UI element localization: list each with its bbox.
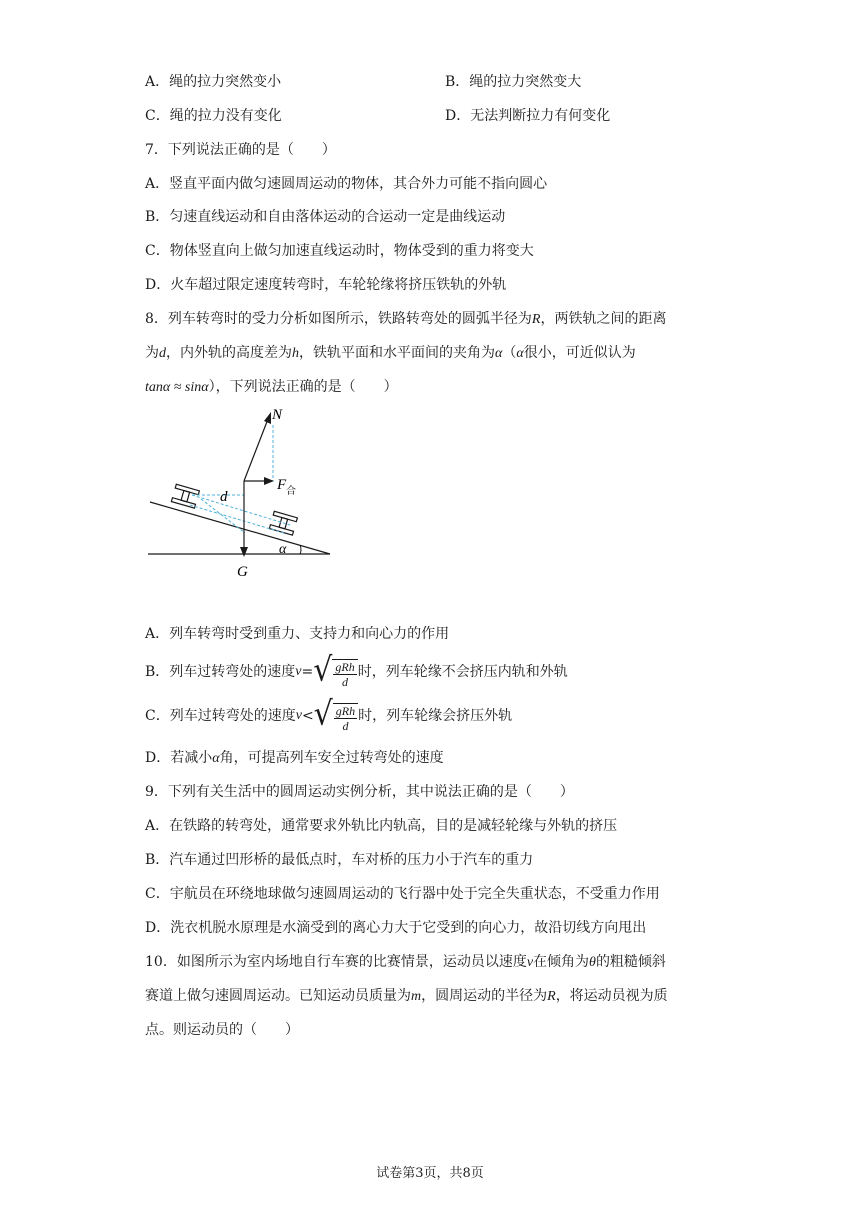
- q6-option-a: A．绳的拉力突然变小: [145, 74, 282, 90]
- normal-arrow: [244, 419, 268, 481]
- q8-stem-line2: 为d，内外轨的高度差为h，铁轨平面和水平面间的夹角为α（α很小，可近似认为: [145, 345, 636, 361]
- q6-option-d: D．无法判断拉力有何变化: [445, 108, 611, 124]
- q8-force-diagram: [140, 405, 340, 585]
- q8-stem-line1: 8．列车转弯时的受力分析如图所示，铁路转弯处的圆弧半径为R，两铁轨之间的距离: [145, 311, 667, 327]
- q10-stem-line3: 点。则运动员的（ ）: [145, 1022, 299, 1038]
- label-F-sub: 合: [286, 486, 296, 497]
- label-N: N: [272, 407, 283, 423]
- q9-option-c: C．宇航员在环绕地球做匀速圆周运动的飞行器中处于完全失重状态，不受重力作用: [145, 886, 660, 902]
- dashed-helpers: [190, 425, 290, 533]
- q8-option-a: A．列车转弯时受到重力、支持力和向心力的作用: [145, 626, 450, 642]
- q8-option-b: B．列车过转弯处的速度 v = √ $\frac{\text{gRh}}{d}$ 时，列车轮缘不会挤压内轨和外轨: [145, 650, 568, 690]
- normal-arrowhead: [264, 412, 271, 424]
- page-footer: 试卷第3页，共8页: [376, 1166, 484, 1181]
- q8-option-d: D．若减小α角，可提高列车安全过转弯处的速度: [145, 750, 444, 766]
- q9-option-b: B．汽车通过凹形桥的最低点时，车对桥的压力小于汽车的重力: [145, 852, 534, 868]
- sqrt-expression-c: √ $\frac{\text{gRh}}{d}$: [314, 700, 358, 733]
- label-F: F: [277, 477, 287, 493]
- gravity-arrowhead: [240, 547, 248, 557]
- sqrt-expression-b: √ $\frac{\text{gRh}}{d}$: [313, 656, 357, 689]
- alpha-arc: [300, 545, 301, 554]
- rail-left: [171, 484, 199, 508]
- q7-stem: 7．下列说法正确的是（ ）: [145, 142, 336, 158]
- net-force-arrowhead: [264, 477, 274, 485]
- q7-option-d: D．火车超过限定速度转弯时，车轮轮缘将挤压铁轨的外轨: [145, 277, 507, 293]
- label-d: d: [220, 489, 228, 505]
- q8-option-c: C．列车过转弯处的速度 v < √ $\frac{\text{gRh}}{d}$ 时，列车轮缘会挤压外轨: [145, 694, 513, 734]
- q9-option-a: A．在铁路的转弯处，通常要求外轨比内轨高，目的是减轻轮缘与外轨的挤压: [145, 818, 618, 834]
- q7-option-b: B．匀速直线运动和自由落体运动的合运动一定是曲线运动: [145, 209, 506, 225]
- q6-option-b: B．绳的拉力突然变大: [445, 74, 582, 90]
- q8-stem-line3: tanα ≈ sinα），下列说法正确的是（ ）: [145, 379, 398, 395]
- q6-option-c: C．绳的拉力没有变化: [145, 108, 282, 124]
- q10-stem-line2: 赛道上做匀速圆周运动。已知运动员质量为m，圆周运动的半径为R，将运动员视为质: [145, 988, 668, 1004]
- q10-stem-line1: 10．如图所示为室内场地自行车赛的比赛情景，运动员以速度v在倾角为θ的粗糙倾斜: [145, 954, 666, 970]
- q9-stem: 9．下列有关生活中的圆周运动实例分析，其中说法正确的是（ ）: [145, 784, 574, 800]
- q7-option-a: A．竖直平面内做匀速圆周运动的物体，其合外力可能不指向圆心: [145, 176, 548, 192]
- q9-option-d: D．洗衣机脱水原理是水滴受到的离心力大于它受到的向心力，故沿切线方向甩出: [145, 920, 647, 936]
- label-G: G: [237, 564, 248, 580]
- q7-option-c: C．物体竖直向上做匀加速直线运动时，物体受到的重力将变大: [145, 243, 534, 259]
- label-alpha: α: [279, 542, 287, 557]
